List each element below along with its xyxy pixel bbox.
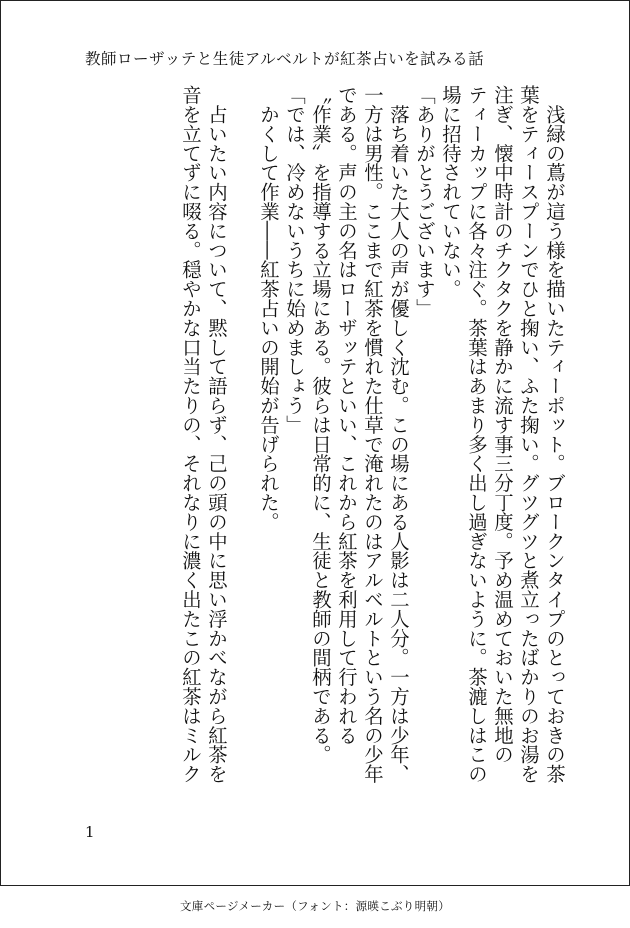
blank-column (229, 85, 255, 805)
text-column: 一方は男性。ここまで紅茶を慣れた仕草で淹れたのはアルベルトという名の少年 (361, 85, 384, 784)
text-column: 占いたい内容について、黙して語らず、己の頭の中に思い浮かべながら紅茶を (205, 85, 228, 784)
text-column: 葉をティースプーンでひと掬い、ふた掬い。グツグツと煮立ったばかりのお湯を (517, 85, 540, 784)
body-text (79, 85, 567, 805)
text-column: 〝作業〟を指導する立場にある。彼らは日常的に、生徒と教師の間柄である。 (309, 85, 332, 764)
page-number: 1 (85, 823, 95, 841)
book-title: 教師ローザッテと生徒アルベルトが紅茶占いを試みる話 (85, 50, 485, 68)
text-column: 「では、冷めないうちに始めましょう」 (283, 85, 306, 435)
text-column: 注ぎ、懐中時計のチクタクを静かに流す事三分丁度。予め温めておいた無地の (491, 85, 514, 764)
footer-caption: 文庫ページメーカー（フォント：源暎こぶり明朝） (179, 899, 451, 913)
text-column: ティーカップに各々注ぐ。茶葉はあまり多く出し過ぎないように。茶漉しはこの (465, 85, 488, 784)
text-column: 「ありがとうございます」 (413, 85, 436, 318)
text-column: である。声の主の名はローザッテといい、これから紅茶を利用して行われる (335, 85, 358, 745)
text-column: 音を立てずに啜る。穏やかな口当たりの、それなりに濃く出たこの紅茶はミルク (179, 85, 202, 784)
text-column: 落ち着いた大人の声が優しく沈む。この場にある人影は二人分。一方は少年、 (387, 85, 410, 784)
text-column: かくして作業――紅茶占いの開始が告げられた。 (257, 85, 280, 532)
text-column: 浅緑の蔦が這う様を描いたティーポット。ブロークンタイプのとっておきの茶 (543, 85, 566, 784)
text-column: 場に招待されていない。 (439, 85, 462, 299)
